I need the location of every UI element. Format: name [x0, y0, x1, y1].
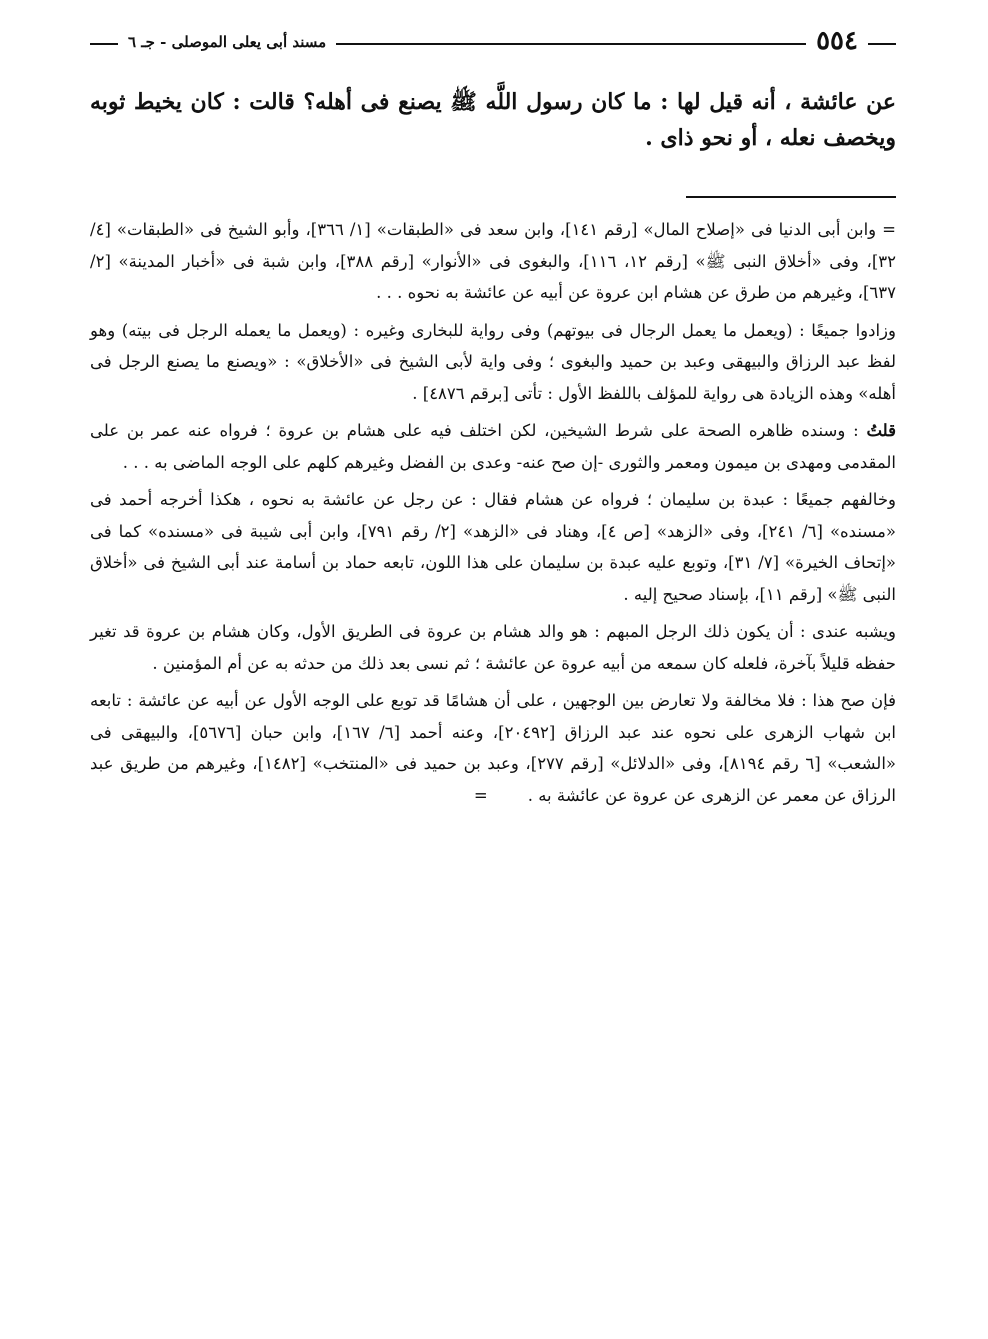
footnote-paragraph-1 — [90, 214, 896, 309]
page-header — [90, 14, 896, 60]
footnote-paragraph-4: وخالفهم جميعًا : عبدة بن سليمان ؛ فرواه عن هشام فقال : عن رجل عن عائشة به نحوه ، هكذا أخرجه أحمد فى «مسنده» [٦/ ٢٤١]، وفى «الزهد» [ص ٤]، وهناد فى «الزهد» [٢/ رقم ٧٩١]، وابن أبى شيبة فى «مسنده» كما فى «إتحاف الخيرة» [٧/ ٣١]، وتوبع عليه عبدة بن سليمان على هذا اللون، تابعه حماد بن أسامة عند أبى الشيخ فى «أخلاق النبى ﷺ» [رقم ١١]، بإسناد صحيح إليه . — [90, 490, 896, 604]
footnote-paragraph-6 — [90, 685, 896, 811]
hadith-text: عن عائشة ، أنه قيل لها : ما كان رسول اللَّه ﷺ يصنع فى أهله؟ قالت : كان يخيط ثوبه ويخصف نعله ، أو نحو ذاى . — [90, 89, 896, 151]
footnote-paragraph-3 — [90, 415, 896, 478]
book-page — [90, 14, 896, 817]
end-continuation-marker: = — [473, 785, 488, 805]
footnotes — [90, 214, 896, 811]
footnote-text-6: فإن صح هذا : فلا مخالفة ولا تعارض بين الوجهين ، على أن هشامًا قد توبع على الوجه الأول عن أبيه عن عائشة : تابعه ابن شهاب الزهرى على نحوه عند عبد الرزاق [٢٠٤٩٢]، وعنه أحمد [٦/ ١٦٧]، وابن حبان [٥٦٧٦]، والبيهقى فى «الشعب» [٦ رقم ٨١٩٤]، وفى «الدلائل» [رقم ٢٧٧]، وعبد بن حميد فى «المنتخب» [١٤٨٢]، وغيرهم من طريق عبد الرزاق عن معمر عن الزهرى عن عروة عن عائشة به . — [90, 691, 897, 805]
page-number: ٥٥٤ — [806, 24, 868, 58]
qult-label: قلتُ — [866, 421, 896, 440]
footnote-text-3: : وسنده ظاهره الصحة على شرط الشيخين، لكن اختلف فيه على هشام بن عروة ؛ فرواه عنه عمر بن على المقدمى ومهدى بن ميمون ومعمر والثورى -إن صح عنه- وعدى بن الفضل وغيرهم كلهم على الوجه الماضى به . . . — [90, 421, 896, 472]
running-title: مسند أبى يعلى الموصلى - جـ ٦ — [118, 30, 336, 54]
continuation-marker: = — [882, 220, 896, 239]
footnote-paragraph-2: وزادوا جميعًا : (ويعمل ما يعمل الرجال فى بيوتهم) وفى رواية للبخارى وغيره : (ويعمل ما يعمله الرجل فى بيته) وهو لفظ عبد الرزاق والبيهقى وعبد بن حميد والبغوى ؛ وفى واية لأبى الشيخ فى «الأخلاق» : «ويصنع ما يصنع الرجل فى أهله» وهذه الزيادة هى رواية للمؤلف باللفظ الأول : تأتى [برقم ٤٨٧٦] . — [90, 320, 896, 403]
footnote-separator — [686, 196, 896, 198]
footnote-paragraph-5: ويشبه عندى : أن يكون ذلك الرجل المبهم : هو والد هشام بن عروة فى الطريق الأول، وكان هشام بن عروة قد تغير حفظه قليلاً بآخرة، فلعله كان سمعه من أبيه عروة عن عائشة ؛ ثم نسى بعد ذلك من حدثه به عن أم المؤمنين . — [90, 622, 896, 673]
footnote-text-1: وابن أبى الدنيا فى «إصلاح المال» [رقم ١٤١]، وابن سعد فى «الطبقات» [١/ ٣٦٦]، وأبو الشيخ فى «الطبقات» [٤/ ٣٢]، وفى «أخلاق النبى ﷺ» [رقم ١٢، ١١٦]، والبغوى فى «الأنوار» [رقم ٣٨٨]، وابن شبة فى «أخبار المدينة» [٢/ ٦٣٧]، وغيرهم من طرق عن هشام ابن عروة عن أبيه عن عائشة به نحوه . . . — [90, 220, 896, 302]
